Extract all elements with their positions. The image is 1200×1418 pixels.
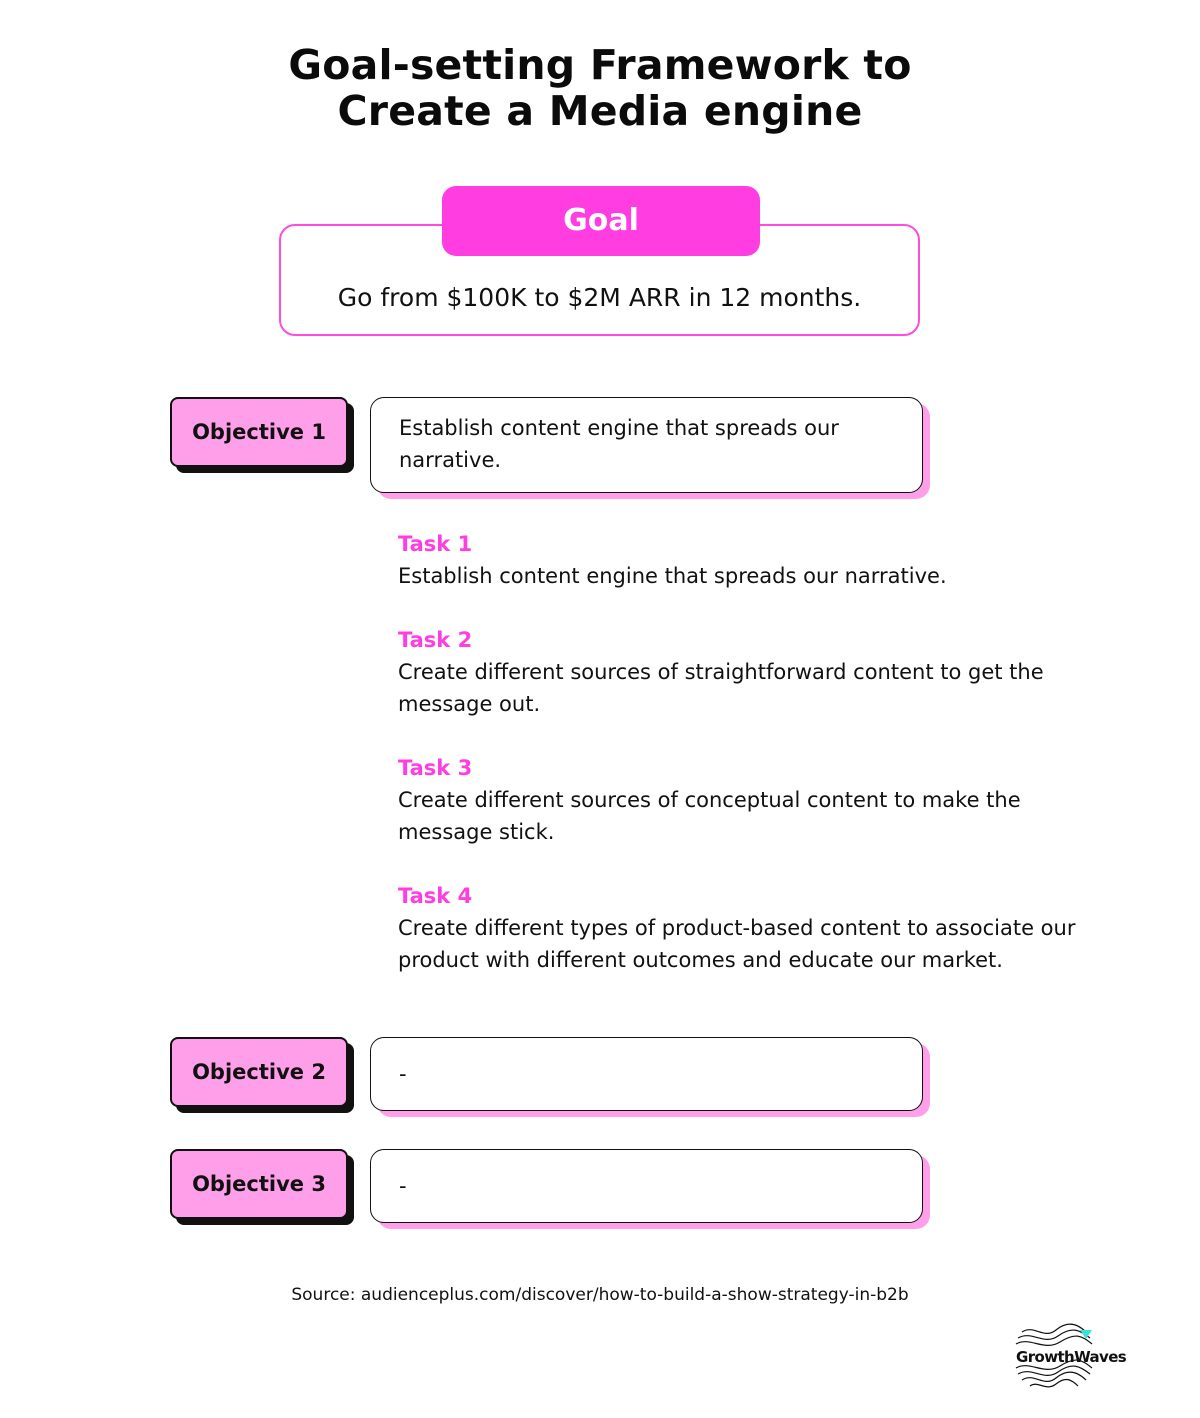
goal-text: Go from $100K to $2M ARR in 12 months.	[337, 283, 862, 312]
objective-1-label: Objective 1	[170, 397, 348, 467]
task-4-text: Create different types of product-based content to associate our product with different outcomes and educate our market.	[398, 916, 1076, 972]
task-item	[398, 752, 1098, 848]
task-4-title: Task 4	[398, 884, 473, 908]
title-line-1: Goal-setting Framework to	[288, 41, 912, 89]
task-item	[398, 624, 1098, 720]
objective-3-text: -	[399, 1174, 407, 1198]
objective-2-box	[370, 1037, 923, 1111]
logo-text: GrowthWaves	[1016, 1348, 1127, 1366]
task-3-text: Create different sources of conceptual content to make the message stick.	[398, 788, 1021, 844]
objective-2-text: -	[399, 1062, 407, 1086]
task-item	[398, 880, 1098, 976]
objective-3-label: Objective 3	[170, 1149, 348, 1219]
objective-2-label: Objective 2	[170, 1037, 348, 1107]
task-2-title: Task 2	[398, 628, 473, 652]
objective-1-text: Establish content engine that spreads our narrative.	[399, 416, 839, 472]
task-1-text: Establish content engine that spreads our narrative.	[398, 564, 947, 588]
task-item	[398, 528, 1098, 592]
objective-1-box	[370, 397, 923, 493]
objective-3-box	[370, 1149, 923, 1223]
goal-label: Goal	[442, 186, 760, 256]
source-citation: Source: audienceplus.com/discover/how-to-build-a-show-strategy-in-b2b	[291, 1285, 909, 1305]
task-3-title: Task 3	[398, 756, 473, 780]
title-line-2: Create a Media engine	[337, 87, 863, 135]
task-2-text: Create different sources of straightforward content to get the message out.	[398, 660, 1044, 716]
task-1-title: Task 1	[398, 532, 473, 556]
page-title	[0, 42, 1200, 134]
